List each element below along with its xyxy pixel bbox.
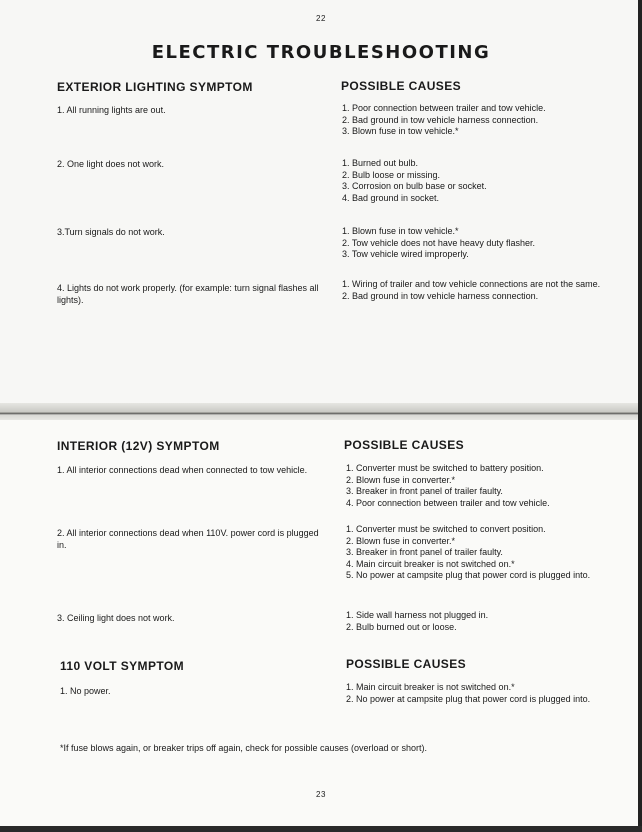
cause-item: 2. Blown fuse in converter.* bbox=[346, 535, 456, 546]
interior-causes-heading: POSSIBLE CAUSES bbox=[344, 438, 465, 452]
cause-item: 1. Blown fuse in tow vehicle.* bbox=[342, 226, 459, 236]
interior-symptom-3: 3. Ceiling light does not work. bbox=[57, 613, 175, 623]
cause-item: 3. Breaker in front panel of trailer faulty. bbox=[346, 547, 503, 557]
interior-symptom-2: 2. All interior connections dead when 110V. power cord is plugged in. bbox=[57, 528, 319, 550]
exterior-symptom-1: 1. All running lights are out. bbox=[57, 105, 166, 115]
volt-symptom-heading: 110 VOLT SYMPTOM bbox=[60, 659, 184, 673]
page-number: 22 bbox=[316, 14, 326, 23]
exterior-symptom-3: 3.Turn signals do not work. bbox=[57, 227, 165, 237]
cause-item: 4. Bad ground in socket. bbox=[342, 192, 440, 203]
cause-item: 2. Bad ground in tow vehicle harness connection. bbox=[342, 114, 539, 125]
exterior-causes-3 bbox=[342, 226, 608, 261]
exterior-symptom-4: 4. Lights do not work properly. (for example: turn signal flashes all lights). bbox=[57, 283, 319, 305]
interior-causes-1 bbox=[346, 463, 612, 509]
cause-item: 1. Wiring of trailer and tow vehicle connections are not the same. bbox=[342, 279, 601, 289]
cause-item: 3. Corrosion on bulb base or socket. bbox=[342, 181, 487, 191]
cause-item: 3. Tow vehicle wired improperly. bbox=[342, 249, 469, 259]
cause-item: 2. Tow vehicle does not have heavy duty flasher. bbox=[342, 237, 535, 248]
cause-item: 2. No power at campsite plug that power cord is plugged into. bbox=[346, 693, 591, 704]
cause-item: 4. Main circuit breaker is not switched on.* bbox=[346, 558, 515, 569]
volt-symptom-1: 1. No power. bbox=[60, 686, 111, 696]
cause-item: 5. No power at campsite plug that power cord is plugged into. bbox=[346, 570, 591, 580]
cause-item: 3. Breaker in front panel of trailer faulty. bbox=[346, 486, 503, 496]
cause-item: 1. Side wall harness not plugged in. bbox=[346, 610, 489, 620]
volt-causes-heading: POSSIBLE CAUSES bbox=[346, 657, 467, 671]
exterior-symptom-2: 2. One light does not work. bbox=[57, 159, 165, 169]
exterior-causes-1 bbox=[342, 103, 608, 138]
exterior-causes-2 bbox=[342, 158, 608, 204]
scan-edge bbox=[0, 826, 642, 832]
interior-symptom-heading: INTERIOR (12V) SYMPTOM bbox=[57, 439, 220, 453]
scan-edge bbox=[638, 0, 642, 832]
bottom-page bbox=[0, 420, 642, 832]
page-title: ELECTRIC TROUBLESHOOTING bbox=[151, 42, 491, 63]
interior-causes-3 bbox=[346, 610, 612, 633]
interior-causes-2 bbox=[346, 524, 612, 582]
cause-item: 1. Converter must be switched to convert position. bbox=[346, 524, 546, 534]
exterior-causes-4 bbox=[342, 279, 608, 302]
cause-item: 4. Poor connection between trailer and tow vehicle. bbox=[346, 497, 550, 508]
volt-causes-1 bbox=[346, 682, 612, 705]
cause-item: 1. Poor connection between trailer and tow vehicle. bbox=[342, 103, 546, 113]
exterior-causes-heading: POSSIBLE CAUSES bbox=[341, 79, 462, 93]
cause-item: 2. Blown fuse in converter.* bbox=[346, 474, 456, 485]
footnote: *If fuse blows again, or breaker trips off again, check for possible causes (overload or short). bbox=[60, 743, 428, 753]
cause-item: 2. Bulb loose or missing. bbox=[342, 169, 441, 180]
page-number: 23 bbox=[316, 790, 326, 799]
top-page bbox=[0, 0, 642, 405]
cause-item: 2. Bulb burned out or loose. bbox=[346, 621, 457, 632]
cause-item: 1. Converter must be switched to battery position. bbox=[346, 463, 544, 473]
cause-item: 1. Burned out bulb. bbox=[342, 158, 419, 168]
cause-item: 3. Blown fuse in tow vehicle.* bbox=[342, 126, 459, 136]
exterior-symptom-heading: EXTERIOR LIGHTING SYMPTOM bbox=[57, 80, 253, 94]
cause-item: 1. Main circuit breaker is not switched on.* bbox=[346, 682, 515, 692]
interior-symptom-1: 1. All interior connections dead when connected to tow vehicle. bbox=[57, 465, 308, 475]
cause-item: 2. Bad ground in tow vehicle harness connection. bbox=[342, 290, 539, 301]
